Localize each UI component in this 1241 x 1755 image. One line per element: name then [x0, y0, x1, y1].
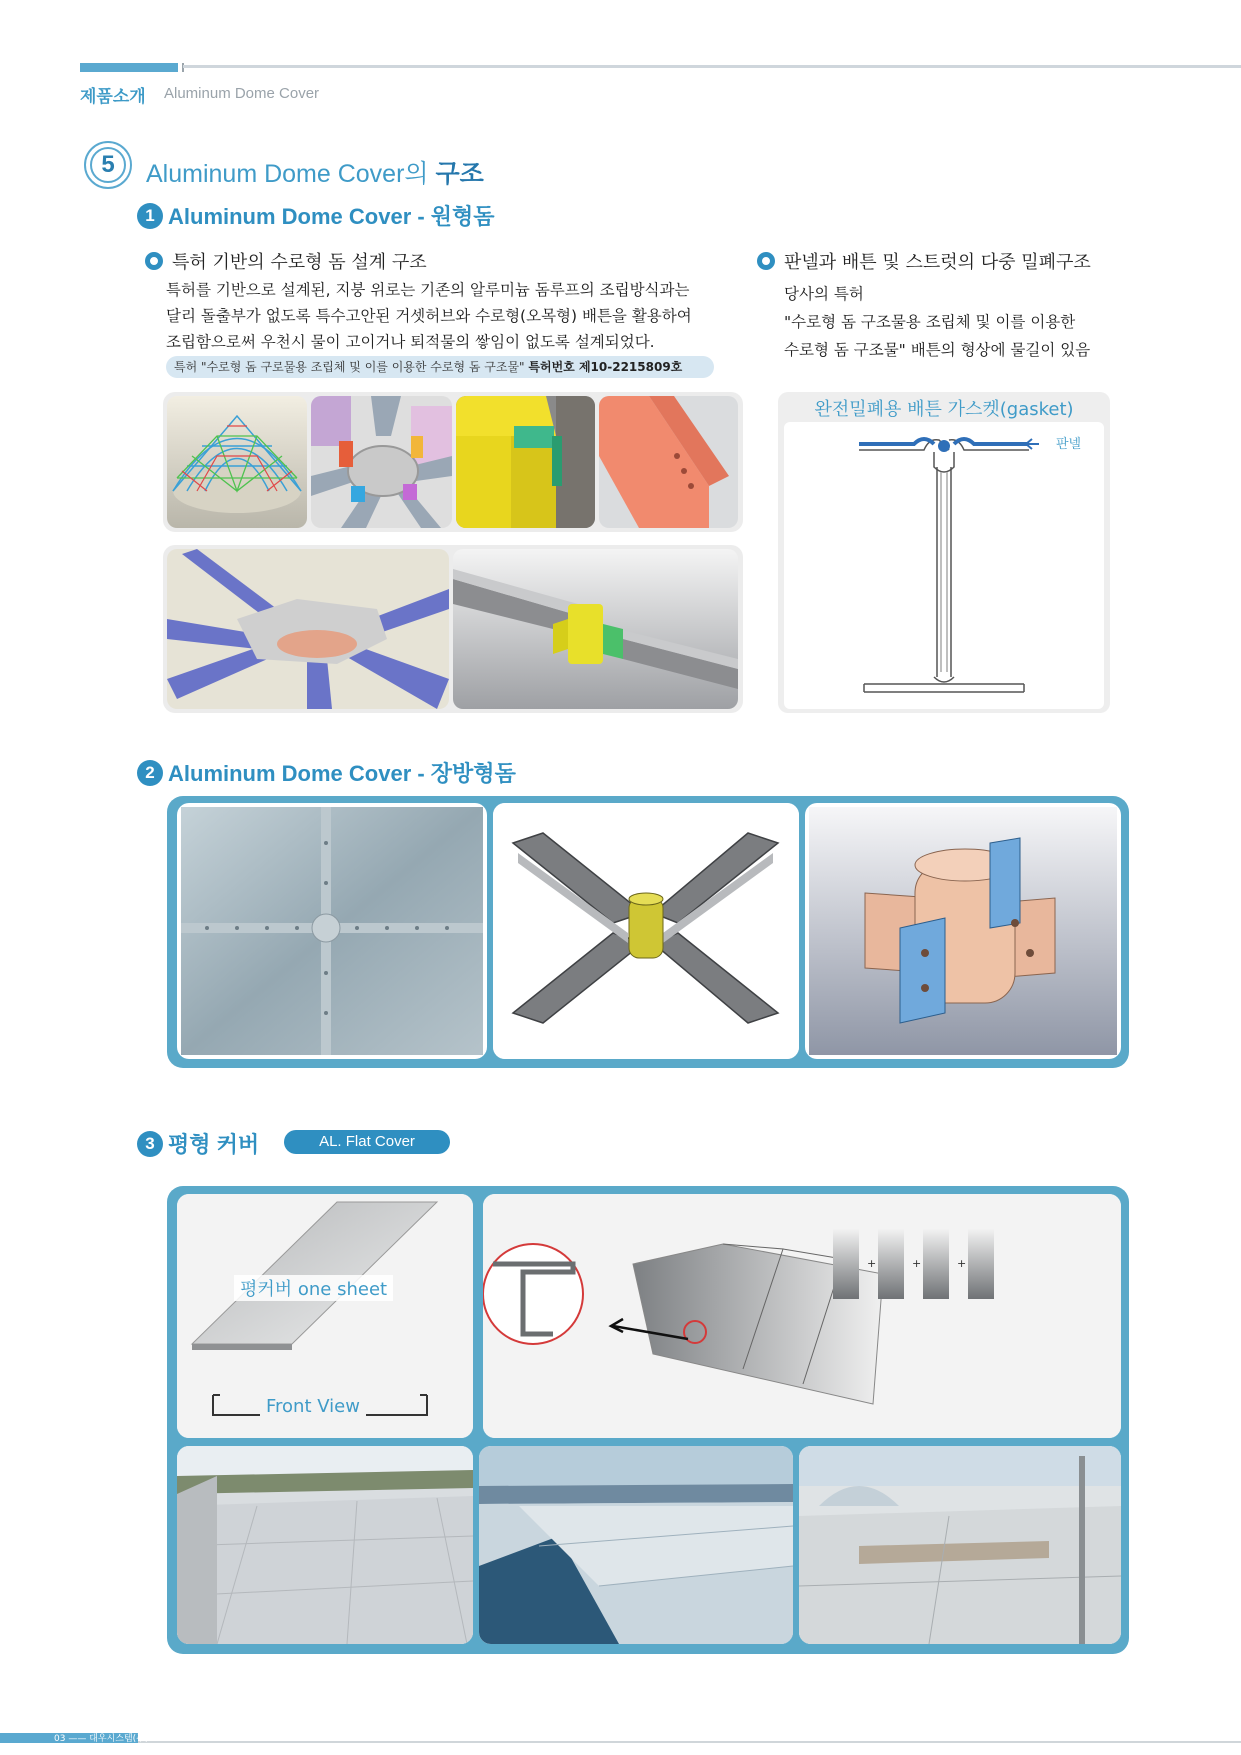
patent-number: 특허번호 제10-2215809호: [528, 360, 683, 374]
site-photo-card-2: [479, 1446, 793, 1644]
gasket-cross-section-drawing: [784, 422, 1104, 709]
plus-sign: +: [912, 1257, 922, 1270]
part3-number-badge: 3: [137, 1131, 163, 1157]
yellow-hub-batten-render: [453, 549, 738, 709]
header-accent-bar: [80, 63, 178, 72]
rect-dome-panel-photo-card: [177, 803, 487, 1059]
page-number: 03: [54, 1734, 66, 1744]
panel-callout-label: 판넬: [1056, 437, 1082, 452]
footer-page-info: 03 —— 대우시스템(주): [54, 1734, 149, 1744]
part1-right-heading: [757, 248, 1091, 274]
site-photo-3: [799, 1446, 1121, 1644]
part2-title: Aluminum Dome Cover - 장방형돔: [168, 761, 516, 786]
rect-dome-panel-photo: [177, 803, 487, 1059]
header-category-en: Aluminum Dome Cover: [164, 85, 320, 102]
footer-rule: [138, 1741, 1241, 1743]
part2-number-badge: 2: [137, 760, 163, 786]
body-line: 당사의 특허: [784, 285, 864, 303]
site-photo-2: [479, 1446, 793, 1644]
hub-fitting-render-card: [805, 803, 1121, 1059]
body-line: 조립함으로써 우천시 물이 고이거나 퇴적물의 쌓임이 없도록 설계되었다.: [166, 333, 655, 351]
part1-right-body: [784, 280, 1114, 364]
plus-sign: +: [957, 1257, 967, 1270]
company-name: 대우시스템(주): [89, 1734, 149, 1744]
part1-number-badge: 1: [137, 203, 163, 229]
hub-fitting-render: [805, 803, 1121, 1059]
header-category-ko: 제품소개: [80, 87, 146, 107]
part1-right-heading-text: 판넬과 배튼 및 스트럿의 다중 밀폐구조: [784, 252, 1091, 273]
cross-batten-render-card: [493, 803, 799, 1059]
batten-joint-render: [456, 396, 595, 528]
one-sheet-label: 평커버 one sheet: [234, 1275, 393, 1301]
site-photo-card-3: [799, 1446, 1121, 1644]
gasket-diagram-title: 완전밀폐용 배튼 가스켓(gasket): [814, 399, 1074, 420]
bullet-ring-icon: [757, 252, 775, 270]
header-rule: [183, 65, 1241, 68]
part1-left-heading: [145, 248, 427, 274]
plus-sign: +: [867, 1257, 877, 1270]
cross-batten-render: [493, 803, 799, 1059]
part1-left-heading-text: 특허 기반의 수로형 돔 설계 구조: [172, 252, 427, 273]
part1-title: Aluminum Dome Cover - 원형돔: [168, 204, 495, 229]
flat-cover-joint-card: [483, 1194, 1121, 1438]
section-number-badge: 5: [90, 147, 126, 183]
section-title: [146, 154, 484, 190]
gusset-hub-render: [311, 396, 452, 528]
section-title-prefix: Aluminum Dome Cover의: [146, 160, 436, 188]
flat-cover-joint-render: [483, 1194, 1121, 1438]
patent-note-text: 특허 "수로형 돔 구로물용 조립체 및 이를 이용한 수로형 돔 구조물": [174, 360, 529, 374]
body-line: "수로형 돔 구조물용 조립체 및 이를 이용한: [784, 313, 1076, 331]
bullet-ring-icon: [145, 252, 163, 270]
site-photo-1: [177, 1446, 473, 1644]
part2-heading: [137, 757, 516, 788]
arrow-left-icon: [1026, 439, 1039, 449]
part3-title: 평형 커버: [168, 1132, 260, 1157]
circular-hub-assembly-render: [167, 549, 449, 709]
body-line: 달리 돌출부가 없도록 특수고안된 거셋허브와 수로형(오목형) 배튼을 활용하여: [166, 307, 692, 325]
site-photo-card-1: [177, 1446, 473, 1644]
geodesic-dome-render: [167, 396, 307, 528]
body-line: 수로형 돔 구조물" 배튼의 형상에 물길이 있음: [784, 341, 1091, 359]
body-line: 특허를 기반으로 설계된, 지붕 위로는 기존의 알루미늄 돔루프의 조립방식과는: [166, 281, 690, 299]
front-view-label: Front View: [260, 1396, 366, 1417]
patent-note-pill: [166, 356, 714, 378]
section-title-bold: 구조: [435, 160, 484, 188]
part1-left-body: [166, 277, 726, 355]
flat-cover-badge: AL. Flat Cover: [284, 1130, 450, 1154]
batten-section-render: [599, 396, 738, 528]
part1-heading: [137, 200, 495, 231]
part3-heading: [137, 1128, 259, 1159]
